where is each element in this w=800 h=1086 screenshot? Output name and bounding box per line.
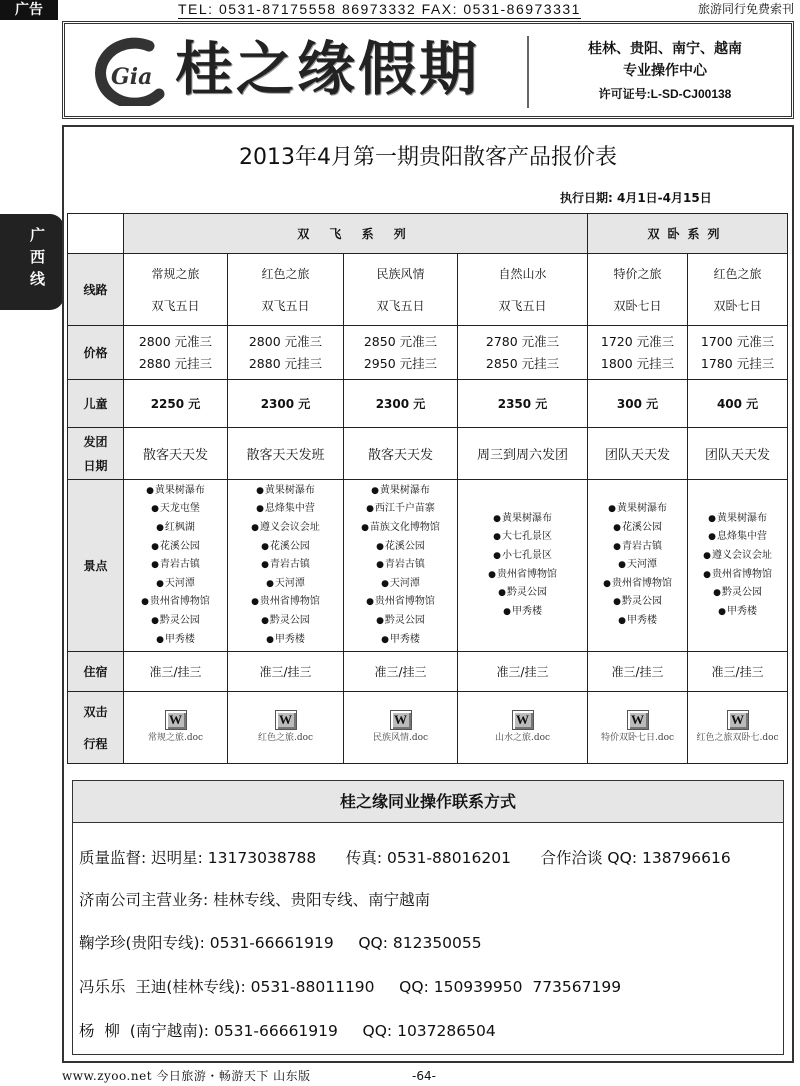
stay-standard: 准三/挂三 — [458, 652, 588, 692]
quality-supervisor: 质量监督: 迟明星: 13173038788 — [79, 849, 317, 867]
price-cell — [588, 326, 688, 380]
itinerary-file[interactable] — [588, 692, 688, 764]
sight-item: ● 甲秀楼 — [344, 631, 457, 650]
sights-row — [68, 480, 788, 652]
route-type: 双飞五日 — [261, 298, 310, 313]
sight-item: ● 青岩古镇 — [588, 538, 687, 557]
itinerary-row — [68, 692, 788, 764]
route-type: 双飞五日 — [498, 298, 547, 313]
guiyang-qq: QQ: 812350055 — [358, 934, 482, 952]
file-name: 红色之旅双卧七.doc — [696, 733, 779, 743]
sight-item: ● 遵义会议会址 — [688, 547, 787, 566]
route-row — [68, 254, 788, 326]
page-footer — [62, 1067, 800, 1085]
sight-item: ● 贵州省博物馆 — [228, 593, 343, 612]
depart-schedule: 散客天天发班 — [228, 428, 344, 480]
stay-standard: 准三/挂三 — [228, 652, 344, 692]
sights-cell — [344, 480, 458, 652]
price-b: 2880 元挂三 — [248, 355, 323, 371]
license-number: 许可证号:L-SD-CJ00138 — [598, 87, 732, 101]
row-label-depart-1: 发团 — [83, 434, 108, 449]
child-price: 400 元 — [688, 380, 788, 428]
file-name: 红色之旅.doc — [257, 733, 314, 743]
row-label-route: 线路 — [68, 254, 124, 326]
sight-item: ● 小七孔景区 — [458, 547, 587, 566]
price-b: 2880 元挂三 — [138, 355, 213, 371]
page-number: -64- — [412, 1069, 436, 1083]
route-type: 双飞五日 — [151, 298, 200, 313]
price-b: 2950 元挂三 — [363, 355, 438, 371]
route-name: 常规之旅 — [151, 266, 200, 281]
stay-standard: 准三/挂三 — [344, 652, 458, 692]
sight-item: ● 贵州省博物馆 — [588, 575, 687, 594]
nanning-contact: 杨 柳 (南宁越南): 0531-66661919 — [79, 1022, 338, 1040]
sight-item: ● 花溪公园 — [228, 538, 343, 557]
route-cell — [588, 254, 688, 326]
sights-cell — [588, 480, 688, 652]
depart-schedule: 散客天天发 — [124, 428, 228, 480]
guilin-qq: QQ: 150939950 773567199 — [399, 978, 622, 996]
row-label-stay: 住宿 — [68, 652, 124, 692]
sight-item: ● 黄果树瀑布 — [688, 510, 787, 529]
sight-item: ● 花溪公园 — [124, 538, 227, 557]
child-price: 2300 元 — [228, 380, 344, 428]
brand-name: 桂之缘假期 — [175, 35, 481, 103]
sight-item: ● 天河潭 — [124, 575, 227, 594]
sight-item: ● 黔灵公园 — [458, 584, 587, 603]
stay-row — [68, 652, 788, 692]
file-name: 山水之旅.doc — [494, 733, 551, 743]
footer-site: www.zyoo.net 今日旅游・畅游天下 山东版 — [62, 1069, 311, 1083]
sights-cell — [458, 480, 588, 652]
route-cell — [228, 254, 344, 326]
contact-line-quality — [79, 847, 731, 869]
price-table — [67, 213, 788, 764]
side-tab-char: 西 — [30, 248, 46, 266]
contact-title: 桂之缘同业操作联系方式 — [73, 781, 783, 823]
logo-mark-text: Gia — [111, 64, 153, 90]
depart-schedule: 团队天天发 — [688, 428, 788, 480]
child-price: 300 元 — [588, 380, 688, 428]
child-price: 2250 元 — [124, 380, 228, 428]
price-a: 2800 元准三 — [248, 333, 323, 349]
sight-item: ● 黄果树瀑布 — [228, 482, 343, 501]
fax-number: 传真: 0531-88016201 — [345, 849, 511, 867]
header-regions: 桂林、贵阳、南宁、越南 — [588, 41, 742, 57]
child-row — [68, 380, 788, 428]
word-doc-icon[interactable]: W — [727, 710, 749, 730]
header-divider — [527, 36, 529, 108]
route-name: 红色之旅 — [261, 266, 310, 281]
row-label-itin-2: 行程 — [83, 736, 108, 751]
stay-standard: 准三/挂三 — [588, 652, 688, 692]
sight-item: ● 天河潭 — [344, 575, 457, 594]
price-a: 2780 元准三 — [485, 333, 560, 349]
contact-line-nanning — [79, 1020, 496, 1042]
sight-item: ● 黔灵公园 — [688, 584, 787, 603]
route-cell — [688, 254, 788, 326]
stay-standard: 准三/挂三 — [688, 652, 788, 692]
sight-item: ● 贵州省博物馆 — [458, 566, 587, 585]
header-info — [540, 38, 790, 106]
side-tab-guangxi — [0, 214, 64, 310]
price-b: 2850 元挂三 — [485, 355, 560, 371]
price-row — [68, 326, 788, 380]
price-cell — [688, 326, 788, 380]
sight-item: ● 黔灵公园 — [124, 612, 227, 631]
itinerary-file[interactable] — [458, 692, 588, 764]
price-b: 1780 元挂三 — [700, 355, 775, 371]
depart-schedule: 周三到周六发团 — [458, 428, 588, 480]
sights-cell — [228, 480, 344, 652]
sight-item: ● 黄果树瀑布 — [458, 510, 587, 529]
header-center: 专业操作中心 — [623, 63, 707, 79]
row-label-child: 儿童 — [68, 380, 124, 428]
sight-item: ● 红枫湖 — [124, 519, 227, 538]
stay-standard: 准三/挂三 — [124, 652, 228, 692]
sight-item: ● 贵州省博物馆 — [124, 593, 227, 612]
sight-item: ● 息烽集中营 — [688, 528, 787, 547]
sight-item: ● 花溪公园 — [588, 519, 687, 538]
row-label-sights: 景点 — [68, 480, 124, 652]
price-a: 2850 元准三 — [363, 333, 438, 349]
route-cell — [458, 254, 588, 326]
row-label-itin-1: 双击 — [83, 704, 108, 719]
corner-cell — [68, 214, 124, 254]
word-doc-icon[interactable]: W — [512, 710, 534, 730]
sight-item: ● 甲秀楼 — [228, 631, 343, 650]
series-fly: 双 飞 系 列 — [124, 214, 588, 254]
sight-item: ● 青岩古镇 — [124, 556, 227, 575]
sight-item: ● 甲秀楼 — [458, 603, 587, 622]
sight-item: ● 青岩古镇 — [228, 556, 343, 575]
side-tab-char: 线 — [30, 270, 46, 288]
sight-item: ● 天河潭 — [588, 556, 687, 575]
row-label-depart — [68, 428, 124, 480]
sight-item: ● 苗族文化博物馆 — [344, 519, 457, 538]
sight-item: ● 甲秀楼 — [688, 603, 787, 622]
cooperation-qq: 合作洽谈 QQ: 138796616 — [540, 849, 731, 867]
sight-item: ● 西江千户苗寨 — [344, 500, 457, 519]
price-cell — [228, 326, 344, 380]
depart-schedule: 散客天天发 — [344, 428, 458, 480]
word-doc-icon[interactable]: W — [390, 710, 412, 730]
row-label-price: 价格 — [68, 326, 124, 380]
route-name: 特价之旅 — [613, 266, 662, 281]
tel-fax-line: TEL: 0531-87175558 86973332 FAX: 0531-86973331 — [178, 1, 581, 17]
route-name: 红色之旅 — [713, 266, 762, 281]
file-name: 特价双卧七日.doc — [601, 733, 675, 743]
contact-box — [72, 780, 784, 1055]
free-copy-note: 旅游同行免费索刊 — [697, 2, 794, 16]
depart-row — [68, 428, 788, 480]
price-cell — [458, 326, 588, 380]
price-cell — [124, 326, 228, 380]
word-doc-icon[interactable]: W — [165, 710, 187, 730]
sight-item: ● 黔灵公园 — [344, 612, 457, 631]
sights-cell — [124, 480, 228, 652]
price-cell — [344, 326, 458, 380]
sights-cell — [688, 480, 788, 652]
sight-item: ● 天河潭 — [228, 575, 343, 594]
route-type: 双卧七日 — [613, 298, 662, 313]
word-doc-icon[interactable]: W — [275, 710, 297, 730]
side-tab-char: 广 — [30, 226, 46, 244]
series-row — [68, 214, 788, 254]
price-a: 2800 元准三 — [138, 333, 213, 349]
route-cell — [124, 254, 228, 326]
row-label-depart-2: 日期 — [83, 458, 108, 473]
sight-item: ● 黄果树瀑布 — [588, 500, 687, 519]
sight-item: ● 贵州省博物馆 — [344, 593, 457, 612]
file-name: 民族风情.doc — [372, 733, 429, 743]
series-sleeper: 双卧系列 — [588, 214, 788, 254]
sight-item: ● 遵义会议会址 — [228, 519, 343, 538]
exec-date: 执行日期: 4月1日-4月15日 — [560, 191, 712, 205]
depart-schedule: 团队天天发 — [588, 428, 688, 480]
page-title: 2013年4月第一期贵阳散客产品报价表 — [239, 145, 617, 170]
route-cell — [344, 254, 458, 326]
guiyang-contact: 鞠学珍(贵阳专线): 0531-66661919 — [79, 934, 334, 952]
itinerary-file[interactable] — [124, 692, 228, 764]
sight-item: ● 息烽集中营 — [228, 500, 343, 519]
file-name: 常规之旅.doc — [147, 733, 204, 743]
nanning-qq: QQ: 1037286504 — [362, 1022, 496, 1040]
contact-line-business: 济南公司主营业务: 桂林专线、贵阳专线、南宁越南 — [79, 891, 431, 909]
price-b: 1800 元挂三 — [600, 355, 675, 371]
ad-label: 广告 — [0, 0, 58, 20]
route-type: 双飞五日 — [376, 298, 425, 313]
route-type: 双卧七日 — [713, 298, 762, 313]
sight-item: ● 花溪公园 — [344, 538, 457, 557]
sight-item: ● 黔灵公园 — [588, 593, 687, 612]
sight-item: ● 青岩古镇 — [344, 556, 457, 575]
row-label-itinerary — [68, 692, 124, 764]
brand-logo-icon — [79, 36, 171, 106]
brand-header — [62, 21, 794, 119]
price-a: 1700 元准三 — [700, 333, 775, 349]
price-a: 1720 元准三 — [600, 333, 675, 349]
sight-item: ● 贵州省博物馆 — [688, 566, 787, 585]
sight-item: ● 黄果树瀑布 — [344, 482, 457, 501]
sight-item: ● 天龙屯堡 — [124, 500, 227, 519]
child-price: 2300 元 — [344, 380, 458, 428]
sight-item: ● 黔灵公园 — [228, 612, 343, 631]
sight-item: ● 大七孔景区 — [458, 528, 587, 547]
word-doc-icon[interactable]: W — [627, 710, 649, 730]
contact-line-guilin — [79, 976, 621, 998]
sight-item: ● 黄果树瀑布 — [124, 482, 227, 501]
child-price: 2350 元 — [458, 380, 588, 428]
contact-line-guiyang — [79, 932, 482, 954]
top-bar — [0, 0, 800, 20]
itinerary-file[interactable] — [228, 692, 344, 764]
itinerary-file[interactable] — [344, 692, 458, 764]
sight-item: ● 甲秀楼 — [124, 631, 227, 650]
guilin-contact: 冯乐乐 王迪(桂林专线): 0531-88011190 — [79, 978, 375, 996]
route-name: 民族风情 — [376, 266, 425, 281]
itinerary-file[interactable] — [688, 692, 788, 764]
sight-item: ● 甲秀楼 — [588, 612, 687, 631]
route-name: 自然山水 — [498, 266, 547, 281]
